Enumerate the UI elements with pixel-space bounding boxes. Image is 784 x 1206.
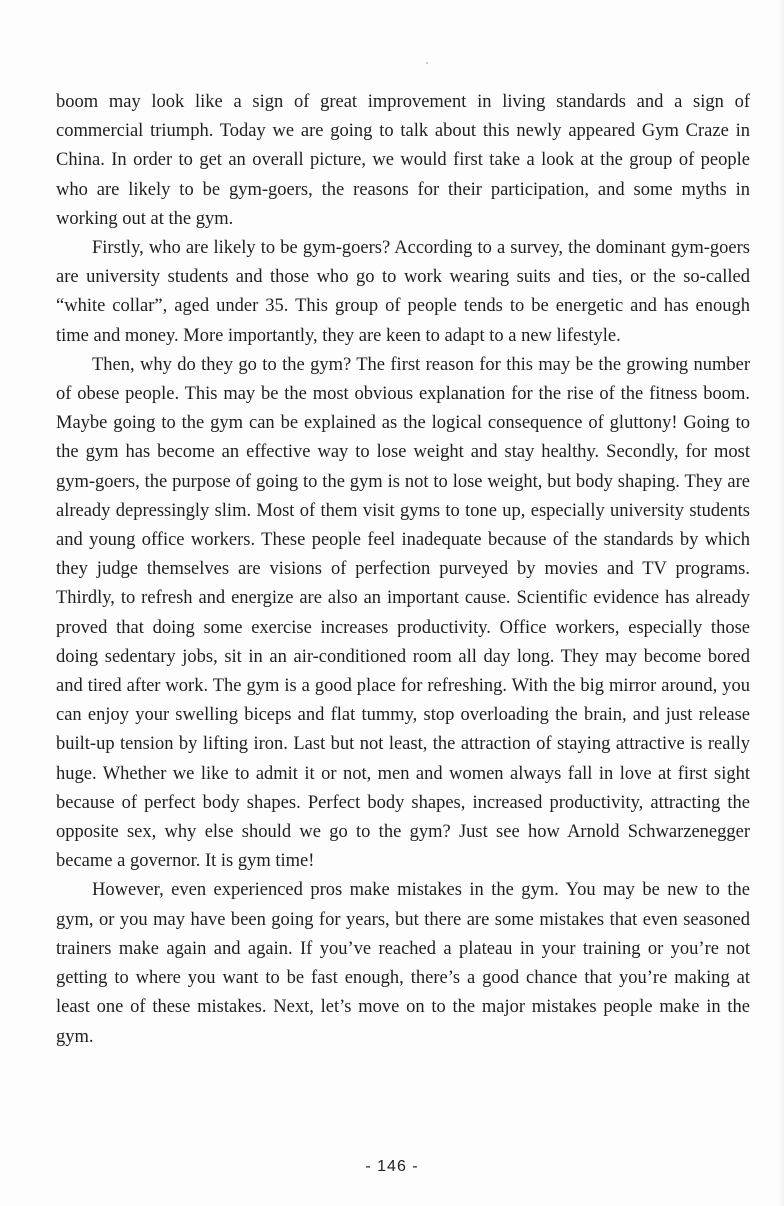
- scan-speck: [426, 62, 428, 64]
- paragraph-1: boom may look like a sign of great improvement in living standards and a sign of commercial triumph. Today we are going to talk about this newly appeared Gym Craze in China. In order to get an overall picture, we would first take a look at the group of people who are likely to be gym-goers, the reasons for their participation, and some myths in working out at the gym.: [56, 92, 750, 229]
- paragraph-3: Then, why do they go to the gym? The first reason for this may be the growing number of obese people. This may be the most obvious explanation for the rise of the fitness boom. Maybe going to the gym can be explained as the logical consequence of gluttony! Going to the gym has become an effective way to lose weight and stay healthy. Secondly, for most gym-goers, the purpose of going to the gym is not to lose weight, but body shaping. They are already depressingly slim. Most of them visit gyms to tone up, especially university students and young office workers. These people feel inadequate because of the standards by which they judge themselves are visions of perfection purveyed by movies and TV programs. Thirdly, to refresh and energize are also an important cause. Scientific evidence has already proved that doing some exercise increases productivity. Office workers, especially those doing sedentary jobs, sit in an air-conditioned room all day long. They may become bored and tired after work. The gym is a good place for refreshing. With the big mirror around, you can enjoy your swelling biceps and flat tummy, stop overloading the brain, and just release built-up tension by lifting iron. Last but not least, the attraction of staying attractive is really huge. Whether we like to admit it or not, men and women always fall in love at first sight because of perfect body shapes. Perfect body shapes, increased productivity, attracting the opposite sex, why else should we go to the gym? Just see how Arnold Schwarzenegger became a governor. It is gym time!: [56, 354, 750, 872]
- body-text: [56, 88, 750, 1052]
- paragraph-2: Firstly, who are likely to be gym-goers? According to a survey, the dominant gym-goers are university students and those who go to work wearing suits and ties, or the so-called “white collar”, aged under 35. This group of people tends to be energetic and has enough time and money. More importantly, they are keen to adapt to a new lifestyle.: [56, 238, 750, 346]
- page-number: - 146 -: [365, 1158, 419, 1175]
- scan-edge-shadow: [778, 0, 784, 1206]
- paragraph-4: However, even experienced pros make mistakes in the gym. You may be new to the gym, or you may have been going for years, but there are some mistakes that even seasoned trainers make again and again. If you’ve reached a plateau in your training or you’re not getting to where you want to be fast enough, there’s a good chance that you’re making at least one of these mistakes. Next, let’s move on to the major mistakes people make in the gym.: [56, 880, 750, 1047]
